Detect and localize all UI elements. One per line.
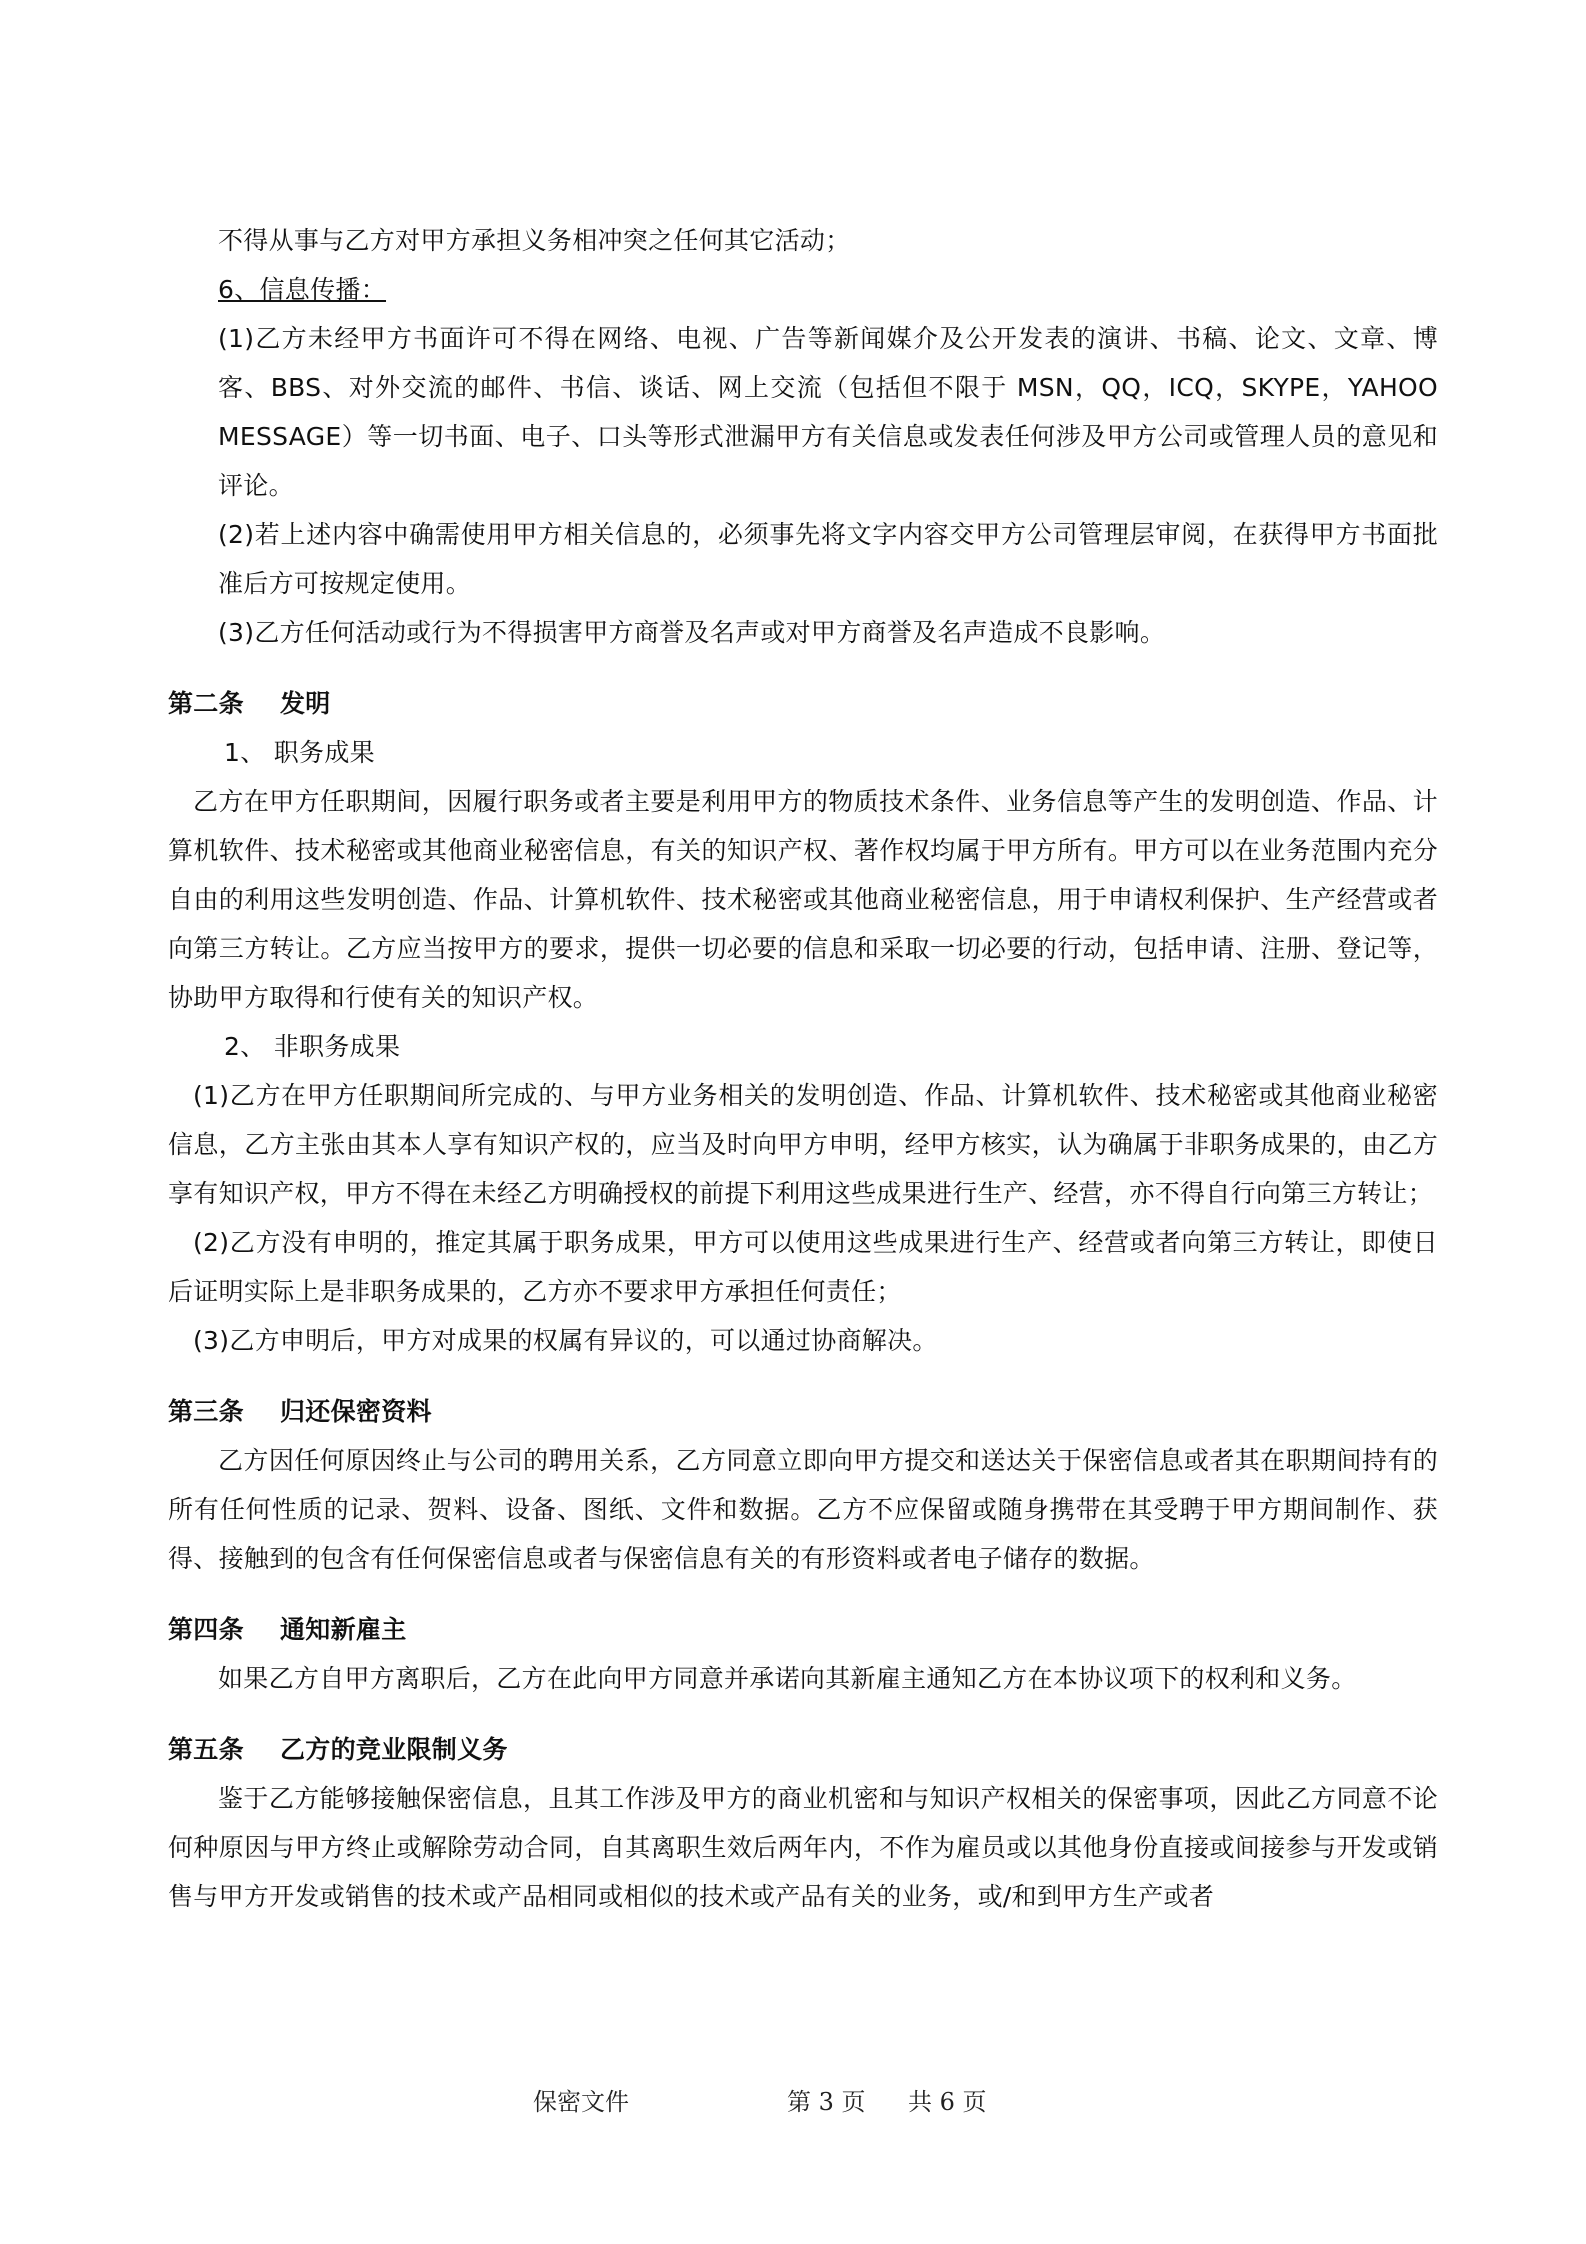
article-2-paragraph-4: (3)乙方申明后，甲方对成果的权属有异议的，可以通过协商解决。 (193, 1326, 938, 1355)
article-3-heading (168, 1387, 1438, 1436)
paragraph-6-2: (2)若上述内容中确需使用甲方相关信息的，必须事先将文字内容交甲方公司管理层审阅，在获得甲方书面批准后方可按规定使用。 (218, 520, 1438, 598)
article-2-paragraph-2: (1)乙方在甲方任职期间所完成的、与甲方业务相关的发明创造、作品、计算机软件、技术秘密或其他商业秘密信息，乙方主张由其本人享有知识产权的，应当及时向甲方申明，经甲方核实，认为确属于非职务成果的，由乙方享有知识产权，甲方不得在未经乙方明确授权的前提下利用这些成果进行生产、经营，亦不得自行向第三方转让； (168, 1081, 1438, 1208)
article-2-heading (168, 679, 1438, 728)
article-4-title: 通知新雇主 (280, 1615, 407, 1644)
footer-confidential-label: 保密文件 (533, 2088, 629, 2116)
article-2-subheading-2: 2、 非职务成果 (224, 1032, 401, 1061)
article-5-number: 第五条 (168, 1735, 244, 1764)
article-2-subheading-1: 1、 职务成果 (224, 738, 375, 767)
article-5-title: 乙方的竞业限制义务 (280, 1735, 508, 1764)
footer-total-pages: 共 6 页 (908, 2088, 987, 2116)
section-6-title: 6、信息传播： (218, 275, 387, 304)
article-4-number: 第四条 (168, 1615, 244, 1644)
document-body (168, 216, 1438, 1921)
paragraph-continuation: 不得从事与乙方对甲方承担义务相冲突之任何其它活动； (218, 226, 851, 255)
article-2-paragraph-1: 乙方在甲方任职期间，因履行职务或者主要是利用甲方的物质技术条件、业务信息等产生的发明创造、作品、计算机软件、技术秘密或其他商业秘密信息，有关的知识产权、著作权均属于甲方所有。甲方可以在业务范围内充分自由的利用这些发明创造、作品、计算机软件、技术秘密或其他商业秘密信息，用于申请权利保护、生产经营或者向第三方转让。乙方应当按甲方的要求，提供一切必要的信息和采取一切必要的行动，包括申请、注册、登记等，协助甲方取得和行使有关的知识产权。 (168, 787, 1438, 1012)
article-3-number: 第三条 (168, 1397, 244, 1426)
section-6-heading (168, 265, 1438, 314)
article-2-title: 发明 (280, 689, 331, 718)
article-4-paragraph: 如果乙方自甲方离职后，乙方在此向甲方同意并承诺向其新雇主通知乙方在本协议项下的权利和义务。 (218, 1664, 1357, 1693)
article-2-number: 第二条 (168, 689, 244, 718)
article-3-paragraph: 乙方因任何原因终止与公司的聘用关系，乙方同意立即向甲方提交和送达关于保密信息或者其在职期间持有的所有任何性质的记录、贺料、设备、图纸、文件和数据。乙方不应保留或随身携带在其受聘于甲方期间制作、获得、接触到的包含有任何保密信息或者与保密信息有关的有形资料或者电子储存的数据。 (168, 1446, 1438, 1573)
article-5-heading (168, 1725, 1438, 1774)
article-3-title: 归还保密资料 (280, 1397, 432, 1426)
paragraph-6-3: (3)乙方任何活动或行为不得损害甲方商誉及名声或对甲方商誉及名声造成不良影响。 (218, 618, 1166, 647)
paragraph-6-1: (1)乙方未经甲方书面许可不得在网络、电视、广告等新闻媒介及公开发表的演讲、书稿、论文、文章、博客、BBS、对外交流的邮件、书信、谈话、网上交流（包括但不限于 MSN，QQ，ICQ，SKYPE，YAHOO MESSAGE）等一切书面、电子、口头等形式泄漏甲方有关信息或发表任何涉及甲方公司或管理人员的意见和评论。 (218, 324, 1438, 500)
article-2-paragraph-3: (2)乙方没有申明的，推定其属于职务成果，甲方可以使用这些成果进行生产、经营或者向第三方转让，即使日后证明实际上是非职务成果的，乙方亦不要求甲方承担任何责任； (168, 1228, 1438, 1306)
article-4-heading (168, 1605, 1438, 1654)
footer-page-number: 第 3 页 (787, 2088, 866, 2116)
article-5-paragraph: 鉴于乙方能够接触保密信息，且其工作涉及甲方的商业机密和与知识产权相关的保密事项，因此乙方同意不论何种原因与甲方终止或解除劳动合同，自其离职生效后两年内，不作为雇员或以其他身份直接或间接参与开发或销售与甲方开发或销售的技术或产品相同或相似的技术或产品有关的业务，或/和到甲方生产或者 (168, 1784, 1438, 1911)
